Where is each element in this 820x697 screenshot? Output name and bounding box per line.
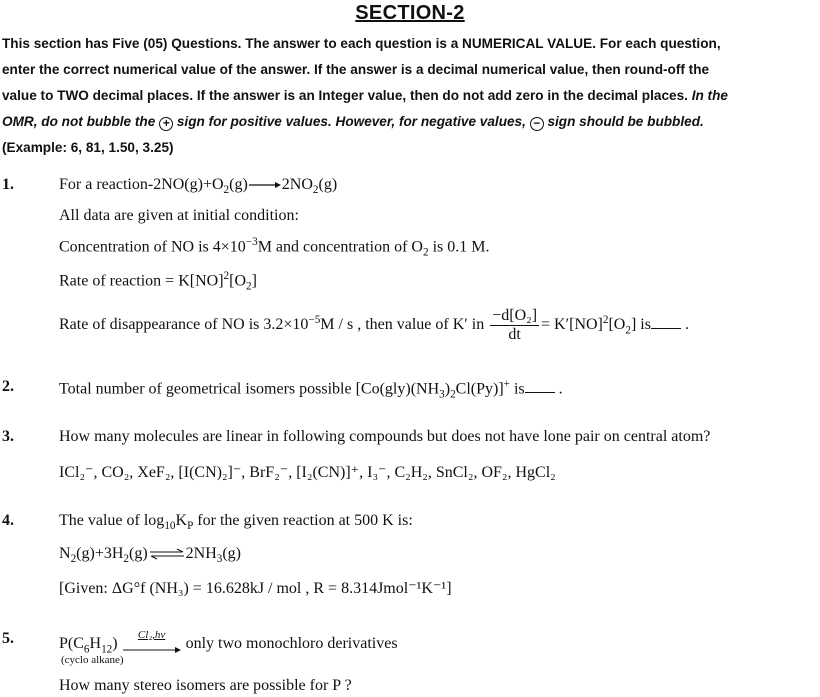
instruction-line [2, 109, 814, 135]
q1-sub: 2 [625, 324, 631, 337]
q1-eq: (g) [229, 176, 248, 193]
reagent-arrow [122, 630, 182, 659]
q5-note: (cyclo alkane) [61, 654, 124, 666]
q4-formula: (g) [222, 545, 241, 562]
q1-exp: 2 [602, 313, 609, 326]
q1-eq: (g) [318, 176, 338, 193]
q4-line-2 [59, 545, 241, 565]
q1-line-5 [59, 307, 689, 344]
q1-line-1 [59, 176, 337, 196]
q1-eq-sub: 2 [312, 184, 319, 197]
q4-line-3: [Given: ΔG°f (NH₃) = 16.628kJ / mol , R = 8.314Jmol⁻¹K⁻¹] [59, 580, 452, 597]
instructions [2, 31, 814, 161]
q2-sub: 2 [450, 388, 456, 401]
q1-sub: 2 [422, 246, 429, 259]
q1-exp: −3 [245, 236, 258, 248]
q4-text: for the given reaction at 500 K is: [197, 512, 413, 529]
q1-text: is 0.1 M. [432, 238, 490, 256]
q2-line [59, 378, 563, 401]
q3-line-2: ICl₂⁻, CO₂, XeF₂, [I(CN)₂]⁻, BrF₂⁻, [I₂(CN)]⁺, I₃⁻, C₂H₂, SnCl₂, OF₂, HgCl₂ [59, 464, 556, 481]
q2-text: is [513, 380, 525, 398]
q1-text: For a reaction- [59, 176, 154, 193]
instruction-line: enter the correct numerical value of the answer. If the answer is a decimal numerical value, then round-off the [2, 62, 710, 77]
fraction-denominator: dt [508, 326, 521, 343]
instruction-line: (Example: 6, 81, 1.50, 3.25) [2, 140, 174, 155]
answer-blank [525, 380, 555, 393]
reaction-arrow-icon [122, 646, 182, 654]
q1-eq: 2NO [281, 176, 313, 193]
q2-formula: Cl(Py)] [455, 380, 504, 398]
q4-formula: (g)+3H [76, 545, 124, 562]
section-title: SECTION-2 [355, 2, 465, 24]
q1-exp: 2 [223, 270, 230, 282]
q4-sub: 10 [164, 520, 176, 533]
instruction-line: This section has Five (05) Questions. The answer to each question is a NUMERICAL VALUE. For each question, [2, 36, 721, 51]
q1-line-4 [59, 270, 257, 293]
q2-sup: + [503, 378, 510, 390]
reaction-arrow-icon [248, 180, 282, 190]
fraction-numerator: −d[O₂] [492, 307, 538, 324]
q1-text: M / s , then value of K′ in [320, 316, 485, 334]
question-number: 2. [2, 378, 14, 395]
q1-text: [O [229, 272, 246, 290]
reagent-label: Cl₂,hv [137, 629, 166, 641]
q5-line-2: How many stereo isomers are possible for P ? [59, 677, 352, 694]
q1-text: Rate of reaction = K[NO] [59, 272, 224, 290]
instruction-text: sign for positive values. However, for negative values, [176, 114, 526, 129]
q4-formula: log [143, 512, 165, 529]
q1-text: ] is [630, 316, 651, 334]
answer-blank [651, 316, 681, 329]
q2-formula: [Co(gly)(NH [355, 380, 440, 398]
q5-sub: 6 [83, 643, 90, 656]
q4-formula: N [59, 545, 71, 562]
q5-formula: H [89, 635, 102, 653]
q3-line-1: How many molecules are linear in following compounds but does not have lone pair on central atom? [59, 428, 711, 445]
q1-text: M and concentration of O [257, 238, 423, 256]
instruction-text: OMR, do not bubble the [2, 114, 156, 129]
instruction-italic: In the [691, 88, 728, 103]
q1-eq-sub: 2 [223, 184, 230, 197]
q5-sub: 12 [101, 643, 113, 656]
question-number: 4. [2, 512, 14, 529]
q4-sub: 2 [123, 553, 129, 566]
q4-sub: P [187, 520, 194, 533]
instruction-line [2, 83, 814, 109]
q1-text: = K′[NO] [541, 316, 603, 334]
q4-formula: 2NH [185, 545, 217, 562]
q4-sub: 2 [70, 553, 77, 566]
q1-text: ] [251, 272, 257, 290]
q4-formula: K [175, 512, 188, 529]
q5-text: only two monochloro derivatives [185, 635, 398, 653]
question-number: 1. [2, 176, 14, 193]
q1-exp: −5 [308, 313, 321, 326]
q4-text: The value of [59, 512, 140, 529]
q1-eq: 2NO(g)+O [153, 176, 224, 193]
rate-fraction [490, 307, 539, 344]
q2-sub: 3 [439, 388, 445, 401]
q1-text: Concentration of NO is 4×10 [59, 238, 246, 256]
q1-line-2: All data are given at initial condition: [59, 207, 299, 224]
q1-sub: 2 [246, 280, 252, 293]
q4-formula: (g) [128, 545, 148, 562]
question-number: 5. [2, 630, 14, 647]
q1-text: . [684, 316, 689, 334]
q4-line-1 [59, 512, 413, 532]
equilibrium-arrow-icon [148, 548, 186, 560]
question-number: 3. [2, 428, 14, 445]
q1-text: Rate of disappearance of NO is 3.2×10 [59, 316, 309, 334]
q2-formula: ) [444, 380, 451, 398]
q1-line-3 [59, 236, 489, 259]
q5-formula: ) [112, 635, 118, 653]
q2-text: Total number of geometrical isomers possible [59, 380, 352, 398]
instruction-text: sign should be bubbled. [547, 114, 704, 129]
minus-sign-icon: − [530, 117, 544, 131]
q5-formula: P(C [59, 635, 84, 653]
plus-sign-icon: + [159, 117, 173, 131]
q2-text: . [558, 380, 563, 398]
q1-text: [O [608, 316, 626, 334]
q4-sub: 3 [216, 553, 223, 566]
instruction-text: value to TWO decimal places. If the answer is an Integer value, then do not add zero in the decimal places. [2, 88, 688, 103]
